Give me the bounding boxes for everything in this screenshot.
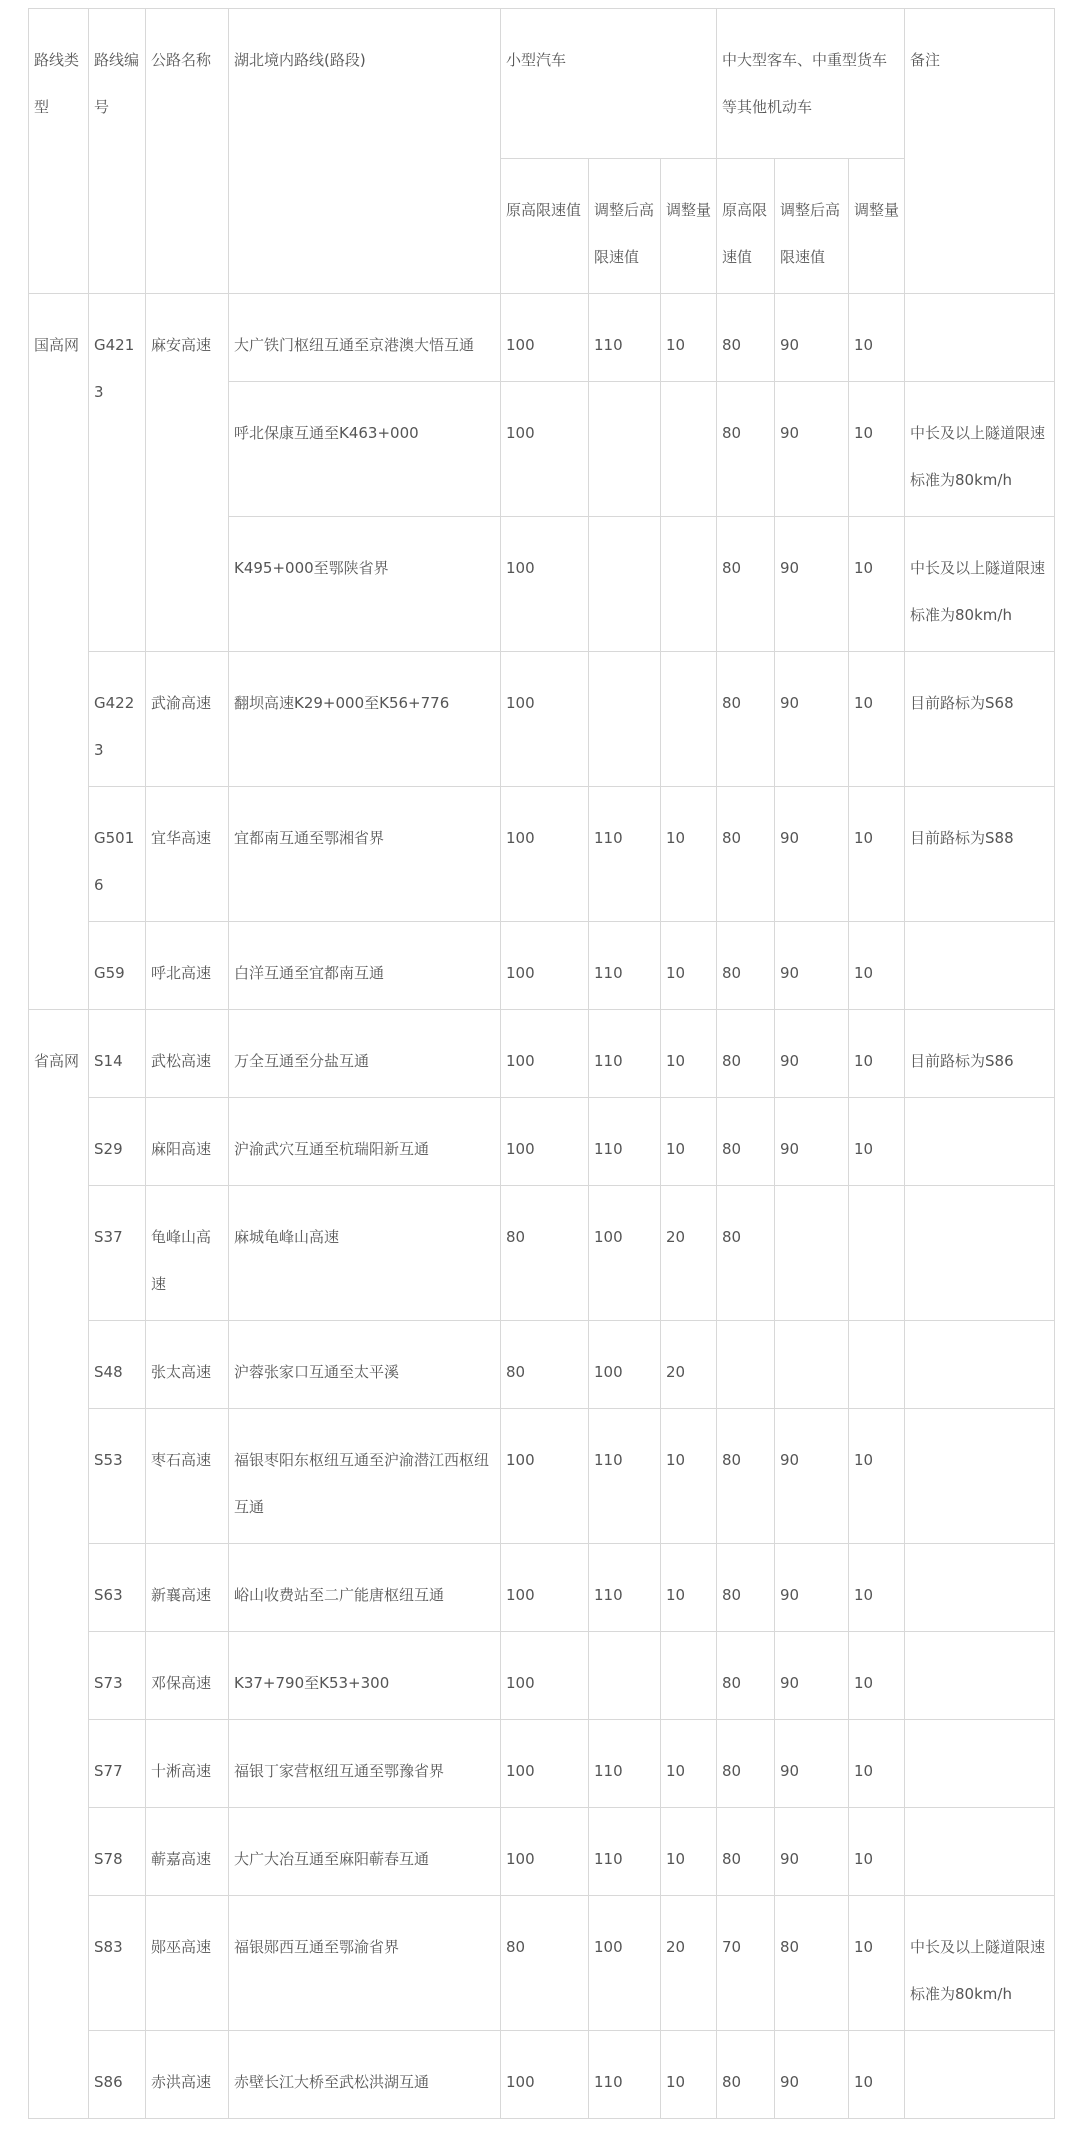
- route-no-cell: S29: [89, 1098, 146, 1186]
- route-no-cell: S53: [89, 1409, 146, 1544]
- road-name-cell: 呼北高速: [146, 922, 229, 1010]
- route-no-cell: S73: [89, 1632, 146, 1720]
- route-no-cell: S77: [89, 1720, 146, 1808]
- small-orig-cell: 80: [501, 1321, 589, 1409]
- remark-cell: [905, 1808, 1055, 1896]
- header-small-adj: 调整后高限速值: [589, 159, 661, 294]
- remark-cell: 中长及以上隧道限速标准为80km/h: [905, 1896, 1055, 2031]
- remark-cell: [905, 294, 1055, 382]
- header-row: [29, 9, 1055, 159]
- small-delta-cell: [661, 1632, 717, 1720]
- table-row: [29, 1409, 1055, 1544]
- remark-cell: 目前路标为S86: [905, 1010, 1055, 1098]
- small-delta-cell: [661, 517, 717, 652]
- large-adj-cell: 90: [775, 517, 849, 652]
- small-orig-cell: 100: [501, 517, 589, 652]
- small-delta-cell: 10: [661, 787, 717, 922]
- large-adj-cell: 90: [775, 2031, 849, 2119]
- small-delta-cell: 20: [661, 1896, 717, 2031]
- section-cell: 福银郧西互通至鄂渝省界: [229, 1896, 501, 2031]
- small-orig-cell: 80: [501, 1896, 589, 2031]
- small-adj-cell: 110: [589, 2031, 661, 2119]
- route-no-cell: G4213: [89, 294, 146, 652]
- large-delta-cell: [849, 1186, 905, 1321]
- large-orig-cell: [717, 1321, 775, 1409]
- table-row: [29, 294, 1055, 382]
- remark-cell: 目前路标为S68: [905, 652, 1055, 787]
- large-adj-cell: 90: [775, 922, 849, 1010]
- small-orig-cell: 80: [501, 1186, 589, 1321]
- large-adj-cell: 90: [775, 1720, 849, 1808]
- large-delta-cell: [849, 1321, 905, 1409]
- large-delta-cell: 10: [849, 1808, 905, 1896]
- table-row: [29, 1632, 1055, 1720]
- section-cell: 翻坝高速K29+000至K56+776: [229, 652, 501, 787]
- header-remark: 备注: [905, 9, 1055, 294]
- large-delta-cell: 10: [849, 787, 905, 922]
- large-orig-cell: 80: [717, 1544, 775, 1632]
- large-adj-cell: 90: [775, 382, 849, 517]
- large-delta-cell: 10: [849, 922, 905, 1010]
- remark-cell: [905, 1720, 1055, 1808]
- large-orig-cell: 80: [717, 787, 775, 922]
- small-orig-cell: 100: [501, 1720, 589, 1808]
- large-delta-cell: 10: [849, 1409, 905, 1544]
- small-delta-cell: 10: [661, 1098, 717, 1186]
- header-route-type: 路线类型: [29, 9, 89, 294]
- large-orig-cell: 70: [717, 1896, 775, 2031]
- remark-cell: [905, 1409, 1055, 1544]
- remark-cell: [905, 1321, 1055, 1409]
- small-adj-cell: 110: [589, 922, 661, 1010]
- large-delta-cell: 10: [849, 2031, 905, 2119]
- road-name-cell: 十淅高速: [146, 1720, 229, 1808]
- table-row: [29, 652, 1055, 787]
- large-orig-cell: 80: [717, 1098, 775, 1186]
- table-row: [29, 1098, 1055, 1186]
- large-adj-cell: 80: [775, 1896, 849, 2031]
- large-adj-cell: 90: [775, 1098, 849, 1186]
- small-orig-cell: 100: [501, 1010, 589, 1098]
- small-adj-cell: 100: [589, 1896, 661, 2031]
- small-adj-cell: 110: [589, 1010, 661, 1098]
- large-delta-cell: 10: [849, 1544, 905, 1632]
- large-orig-cell: 80: [717, 517, 775, 652]
- remark-cell: 目前路标为S88: [905, 787, 1055, 922]
- small-adj-cell: [589, 1632, 661, 1720]
- small-delta-cell: 10: [661, 1720, 717, 1808]
- small-orig-cell: 100: [501, 787, 589, 922]
- table-container: [28, 8, 1055, 2119]
- small-orig-cell: 100: [501, 1808, 589, 1896]
- small-delta-cell: 10: [661, 1010, 717, 1098]
- table-row: [29, 1720, 1055, 1808]
- small-delta-cell: 10: [661, 1544, 717, 1632]
- header-section: 湖北境内路线(路段): [229, 9, 501, 294]
- large-orig-cell: 80: [717, 382, 775, 517]
- large-delta-cell: 10: [849, 382, 905, 517]
- route-no-cell: S78: [89, 1808, 146, 1896]
- section-cell: 沪蓉张家口互通至太平溪: [229, 1321, 501, 1409]
- section-cell: 麻城龟峰山高速: [229, 1186, 501, 1321]
- large-adj-cell: 90: [775, 1544, 849, 1632]
- remark-cell: [905, 922, 1055, 1010]
- large-adj-cell: 90: [775, 1409, 849, 1544]
- route-no-cell: S14: [89, 1010, 146, 1098]
- large-adj-cell: 90: [775, 1808, 849, 1896]
- section-cell: K37+790至K53+300: [229, 1632, 501, 1720]
- small-delta-cell: 10: [661, 922, 717, 1010]
- large-adj-cell: 90: [775, 652, 849, 787]
- small-adj-cell: [589, 652, 661, 787]
- large-delta-cell: 10: [849, 1632, 905, 1720]
- large-delta-cell: 10: [849, 294, 905, 382]
- section-cell: 福银丁家营枢纽互通至鄂豫省界: [229, 1720, 501, 1808]
- header-large-vehicle: 中大型客车、中重型货车等其他机动车: [717, 9, 905, 159]
- small-delta-cell: 20: [661, 1186, 717, 1321]
- route-type-cell: 国高网: [29, 294, 89, 1010]
- table-row: [29, 1808, 1055, 1896]
- large-orig-cell: 80: [717, 1010, 775, 1098]
- header-large-delta: 调整量: [849, 159, 905, 294]
- small-adj-cell: 100: [589, 1186, 661, 1321]
- header-small-delta: 调整量: [661, 159, 717, 294]
- small-orig-cell: 100: [501, 922, 589, 1010]
- section-cell: 宜都南互通至鄂湘省界: [229, 787, 501, 922]
- small-delta-cell: [661, 382, 717, 517]
- section-cell: K495+000至鄂陕省界: [229, 517, 501, 652]
- small-delta-cell: 10: [661, 2031, 717, 2119]
- large-adj-cell: 90: [775, 1632, 849, 1720]
- table-row: [29, 1010, 1055, 1098]
- header-small-vehicle: 小型汽车: [501, 9, 717, 159]
- road-name-cell: 麻安高速: [146, 294, 229, 652]
- table-row: [29, 787, 1055, 922]
- section-cell: 白洋互通至宜都南互通: [229, 922, 501, 1010]
- large-delta-cell: 10: [849, 1010, 905, 1098]
- road-name-cell: 枣石高速: [146, 1409, 229, 1544]
- section-cell: 峪山收费站至二广能唐枢纽互通: [229, 1544, 501, 1632]
- header-road-name: 公路名称: [146, 9, 229, 294]
- large-orig-cell: 80: [717, 1632, 775, 1720]
- small-orig-cell: 100: [501, 1098, 589, 1186]
- small-adj-cell: [589, 382, 661, 517]
- large-orig-cell: 80: [717, 922, 775, 1010]
- small-orig-cell: 100: [501, 294, 589, 382]
- section-cell: 呼北保康互通至K463+000: [229, 382, 501, 517]
- header-large-adj: 调整后高限速值: [775, 159, 849, 294]
- section-cell: 福银枣阳东枢纽互通至沪渝潜江西枢纽互通: [229, 1409, 501, 1544]
- large-delta-cell: 10: [849, 1720, 905, 1808]
- small-orig-cell: 100: [501, 1409, 589, 1544]
- small-adj-cell: 110: [589, 294, 661, 382]
- road-name-cell: 张太高速: [146, 1321, 229, 1409]
- road-name-cell: 赤洪高速: [146, 2031, 229, 2119]
- section-cell: 万全互通至分盐互通: [229, 1010, 501, 1098]
- large-delta-cell: 10: [849, 1098, 905, 1186]
- road-name-cell: 龟峰山高速: [146, 1186, 229, 1321]
- large-adj-cell: [775, 1321, 849, 1409]
- table-row: [29, 1544, 1055, 1632]
- remark-cell: [905, 1098, 1055, 1186]
- remark-cell: [905, 1544, 1055, 1632]
- small-orig-cell: 100: [501, 652, 589, 787]
- road-name-cell: 邓保高速: [146, 1632, 229, 1720]
- table-row: [29, 1186, 1055, 1321]
- large-delta-cell: 10: [849, 517, 905, 652]
- table-row: [29, 1321, 1055, 1409]
- road-name-cell: 宜华高速: [146, 787, 229, 922]
- section-cell: 赤壁长江大桥至武松洪湖互通: [229, 2031, 501, 2119]
- table-row: [29, 1896, 1055, 2031]
- remark-cell: [905, 2031, 1055, 2119]
- section-cell: 大广铁门枢纽互通至京港澳大悟互通: [229, 294, 501, 382]
- small-delta-cell: 10: [661, 1409, 717, 1544]
- table-row: [29, 922, 1055, 1010]
- road-name-cell: 郧巫高速: [146, 1896, 229, 2031]
- route-type-cell: 省高网: [29, 1010, 89, 2119]
- small-orig-cell: 100: [501, 1544, 589, 1632]
- large-orig-cell: 80: [717, 1409, 775, 1544]
- route-no-cell: S37: [89, 1186, 146, 1321]
- large-adj-cell: 90: [775, 787, 849, 922]
- remark-cell: 中长及以上隧道限速标准为80km/h: [905, 382, 1055, 517]
- small-orig-cell: 100: [501, 382, 589, 517]
- road-name-cell: 蕲嘉高速: [146, 1808, 229, 1896]
- large-orig-cell: 80: [717, 294, 775, 382]
- large-delta-cell: 10: [849, 1896, 905, 2031]
- large-orig-cell: 80: [717, 1720, 775, 1808]
- large-orig-cell: 80: [717, 2031, 775, 2119]
- large-delta-cell: 10: [849, 652, 905, 787]
- small-adj-cell: 110: [589, 1098, 661, 1186]
- header-small-orig: 原高限速值: [501, 159, 589, 294]
- small-adj-cell: 110: [589, 1808, 661, 1896]
- route-no-cell: S83: [89, 1896, 146, 2031]
- header-route-no: 路线编号: [89, 9, 146, 294]
- small-delta-cell: 10: [661, 1808, 717, 1896]
- table-row: [29, 2031, 1055, 2119]
- road-name-cell: 麻阳高速: [146, 1098, 229, 1186]
- header-large-orig: 原高限速值: [717, 159, 775, 294]
- road-name-cell: 武渝高速: [146, 652, 229, 787]
- small-orig-cell: 100: [501, 2031, 589, 2119]
- small-adj-cell: 110: [589, 1409, 661, 1544]
- small-delta-cell: [661, 652, 717, 787]
- large-adj-cell: 90: [775, 1010, 849, 1098]
- road-name-cell: 新襄高速: [146, 1544, 229, 1632]
- route-no-cell: S63: [89, 1544, 146, 1632]
- route-no-cell: S86: [89, 2031, 146, 2119]
- small-adj-cell: [589, 517, 661, 652]
- large-orig-cell: 80: [717, 1808, 775, 1896]
- large-orig-cell: 80: [717, 652, 775, 787]
- large-orig-cell: 80: [717, 1186, 775, 1321]
- section-cell: 沪渝武穴互通至杭瑞阳新互通: [229, 1098, 501, 1186]
- route-no-cell: S48: [89, 1321, 146, 1409]
- route-no-cell: G4223: [89, 652, 146, 787]
- speed-limit-table: [28, 8, 1055, 2119]
- section-cell: 大广大冶互通至麻阳蕲春互通: [229, 1808, 501, 1896]
- remark-cell: 中长及以上隧道限速标准为80km/h: [905, 517, 1055, 652]
- small-adj-cell: 110: [589, 1544, 661, 1632]
- small-delta-cell: 20: [661, 1321, 717, 1409]
- remark-cell: [905, 1186, 1055, 1321]
- small-delta-cell: 10: [661, 294, 717, 382]
- small-adj-cell: 110: [589, 787, 661, 922]
- large-adj-cell: 90: [775, 294, 849, 382]
- remark-cell: [905, 1632, 1055, 1720]
- small-adj-cell: 100: [589, 1321, 661, 1409]
- road-name-cell: 武松高速: [146, 1010, 229, 1098]
- small-adj-cell: 110: [589, 1720, 661, 1808]
- small-orig-cell: 100: [501, 1632, 589, 1720]
- route-no-cell: G59: [89, 922, 146, 1010]
- route-no-cell: G5016: [89, 787, 146, 922]
- large-adj-cell: [775, 1186, 849, 1321]
